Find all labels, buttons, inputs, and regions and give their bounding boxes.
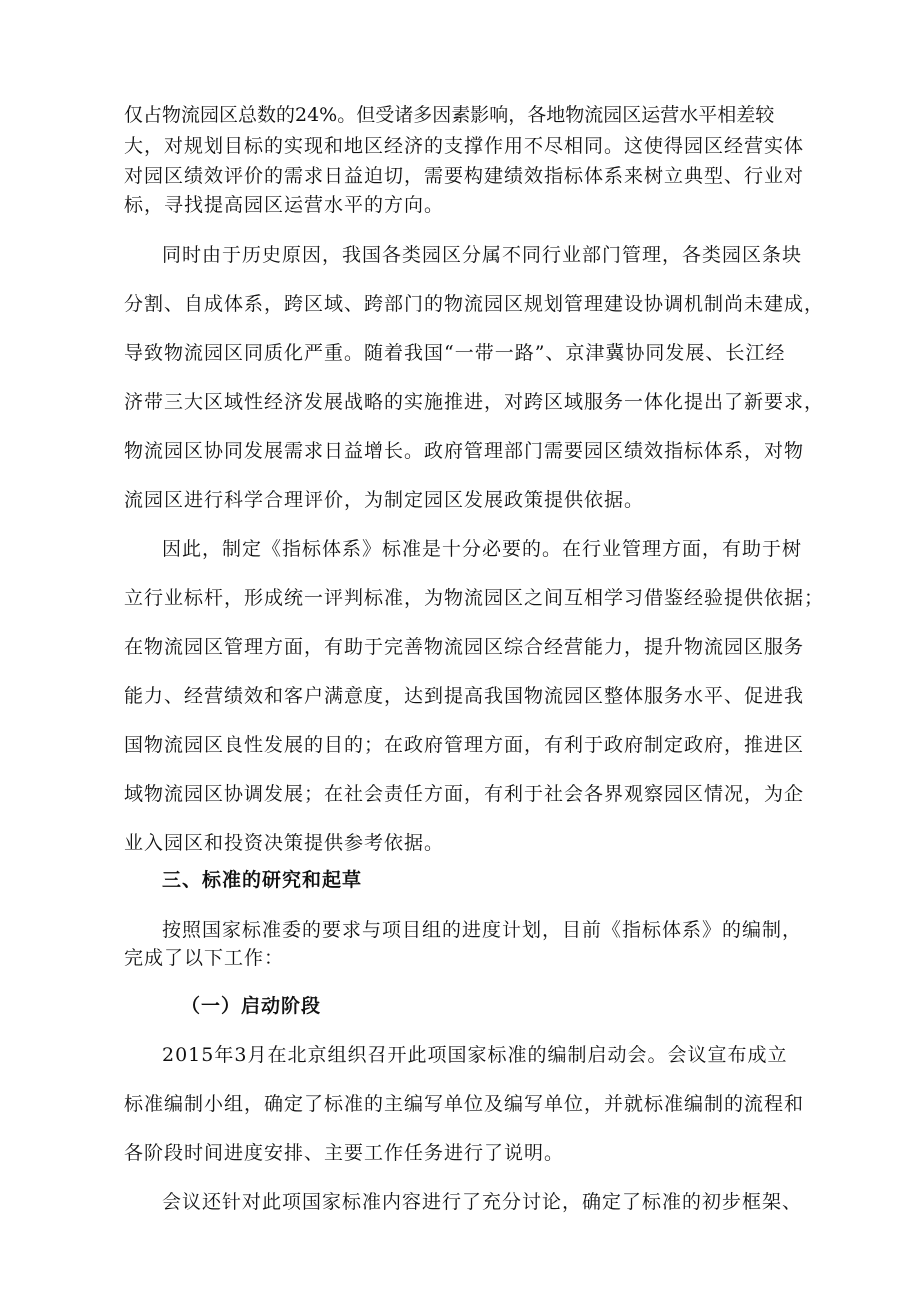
paragraph-3-line-4: 能力、经营绩效和客户满意度，达到提高我国物流园区整体服务水平、促进我 xyxy=(124,685,805,707)
subsection-heading: （一）启动阶段 xyxy=(181,995,322,1017)
paragraph-2-line-5: 物流园区协同发展需求日益增长。政府管理部门需要园区绩效指标体系，对物 xyxy=(124,440,805,462)
paragraph-3-line-6: 域物流园区协调发展；在社会责任方面，有利于社会各界观察园区情况，为企 xyxy=(124,783,805,805)
paragraph-4-line-1: 按照国家标准委的要求与项目组的进度计划，目前《指标体系》的编制， xyxy=(162,919,803,941)
paragraph-2-line-3: 导致物流园区同质化严重。随着我国“一带一路”、京津冀协同发展、长江经 xyxy=(124,342,786,364)
paragraph-2-line-6: 流园区进行科学合理评价，为制定园区发展政策提供依据。 xyxy=(124,489,645,511)
paragraph-5-line-2: 标准编制小组，确定了标准的主编写单位及编写单位，并就标准编制的流程和 xyxy=(124,1093,805,1115)
paragraph-5-line-1: 2015年3月在北京组织召开此项国家标准的编制启动会。会议宣布成立 xyxy=(162,1044,788,1066)
paragraph-1-line-4: 标，寻找提高园区运营水平的方向。 xyxy=(124,194,445,216)
paragraph-1-line-1: 仅占物流园区总数的24%。但受诸多因素影响，各地物流园区运营水平相差较 xyxy=(124,104,775,126)
section-heading: 三、标准的研究和起草 xyxy=(162,869,363,891)
paragraph-2-line-2: 分割、自成体系，跨区域、跨部门的物流园区规划管理建设协调机制尚未建成， xyxy=(124,293,825,315)
paragraph-1-line-3: 对园区绩效评价的需求日益迫切，需要构建绩效指标体系来树立典型、行业对 xyxy=(124,165,805,187)
paragraph-2-line-4: 济带三大区域性经济发展战略的实施推进，对跨区域服务一体化提出了新要求， xyxy=(124,391,825,413)
paragraph-2-line-1: 同时由于历史原因，我国各类园区分属不同行业部门管理，各类园区条块 xyxy=(162,244,803,266)
paragraph-3-line-3: 在物流园区管理方面，有助于完善物流园区综合经营能力，提升物流园区服务 xyxy=(124,636,805,658)
paragraph-6-line-1: 会议还针对此项国家标准内容进行了充分讨论，确定了标准的初步框架、 xyxy=(162,1191,803,1213)
paragraph-1-line-2: 大，对规划目标的实现和地区经济的支撑作用不尽相同。这使得园区经营实体 xyxy=(124,135,805,157)
paragraph-3-line-5: 国物流园区良性发展的目的；在政府管理方面，有利于政府制定政府，推进区 xyxy=(124,734,805,756)
paragraph-5-line-3: 各阶段时间进度安排、主要工作任务进行了说明。 xyxy=(124,1142,565,1164)
paragraph-3-line-2: 立行业标杆，形成统一评判标准，为物流园区之间互相学习借鉴经验提供依据； xyxy=(124,587,825,609)
paragraph-3-line-7: 业入园区和投资决策提供参考依据。 xyxy=(124,832,445,854)
paragraph-3-line-1: 因此，制定《指标体系》标准是十分必要的。在行业管理方面，有助于树 xyxy=(162,538,803,560)
paragraph-4-line-2: 完成了以下工作： xyxy=(124,947,285,969)
